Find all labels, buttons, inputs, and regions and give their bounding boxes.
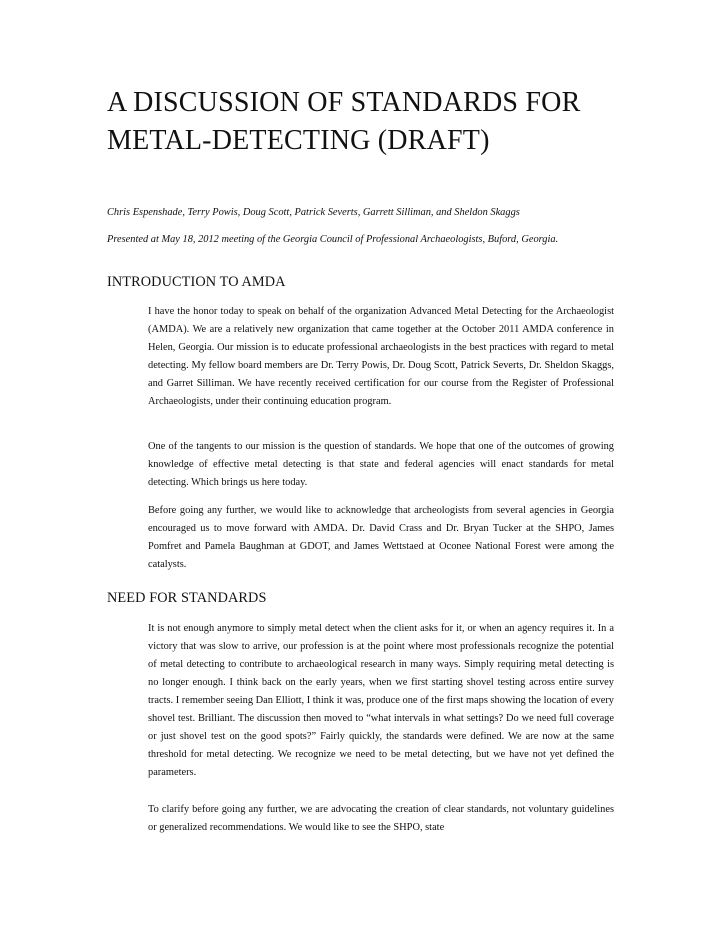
intro-paragraph-1: I have the honor today to speak on behalf of the organization Advanced Metal Detecting for the Archaeologist (AMDA). We are a relatively new organization that came together at the October 2011 AMDA conference in Helen, Georgia. Our mission is to educate professional archaeologists in the best practices with regard to metal detecting. My fellow board members are Dr. Terry Powis, Dr. Doug Scott, Patrick Severts, Dr. Sheldon Skaggs, and Garret Silliman. We have recently received certification for our course from the Register of Professional Archaeologists, under their continuing education program. (148, 306, 614, 407)
author-line: Chris Espenshade, Terry Powis, Doug Scott, Patrick Severts, Garrett Silliman, and Sheldon Skaggs (107, 207, 520, 218)
presentation-note: Presented at May 18, 2012 meeting of the Georgia Council of Professional Archaeologists, Buford, Georgia. (107, 234, 559, 245)
need-paragraph-2: To clarify before going any further, we are advocating the creation of clear standards, not voluntary guidelines or generalized recommendations. We would like to see the SHPO, state (148, 804, 614, 833)
need-paragraph-1: It is not enough anymore to simply metal detect when the client asks for it, or when an agency requires it. In a victory that was slow to arrive, our profession is at the point where most professionals recognize the potential of metal detecting to contribute to archaeological research in many ways. Simply requiring metal detecting is no longer enough. I think back on the early years, when we first starting shovel testing across entire survey tracts. I remember seeing Dan Elliott, I think it was, produce one of the first maps showing the location of every shovel test. Brilliant. The discussion then moved to “what intervals in what settings? Do we need full coverage or just shovel test on the good spots?” Fairly quickly, the standards were defined. We are now at the same threshold for metal detecting. We recognize we need to be metal detecting, but we have not yet defined the parameters. (148, 623, 615, 778)
section-heading-introduction: INTRODUCTION TO AMDA (107, 274, 286, 290)
document-title: A DISCUSSION OF STANDARDS FOR METAL-DETECTING (DRAFT) (107, 87, 581, 156)
intro-paragraph-3: Before going any further, we would like to acknowledge that archeologists from several agencies in Georgia encouraged us to move forward with AMDA. Dr. David Crass and Dr. Bryan Tucker at the SHPO, James Pomfret and Pamela Baughman at GDOT, and James Wettstaed at Oconee National Forest were among the catalysts. (148, 505, 614, 570)
section-heading-need: NEED FOR STANDARDS (107, 590, 267, 606)
intro-paragraph-2: One of the tangents to our mission is the question of standards. We hope that one of the outcomes of growing knowledge of effective metal detecting is that state and federal agencies will enact standards for metal detecting. Which brings us here today. (148, 441, 614, 488)
